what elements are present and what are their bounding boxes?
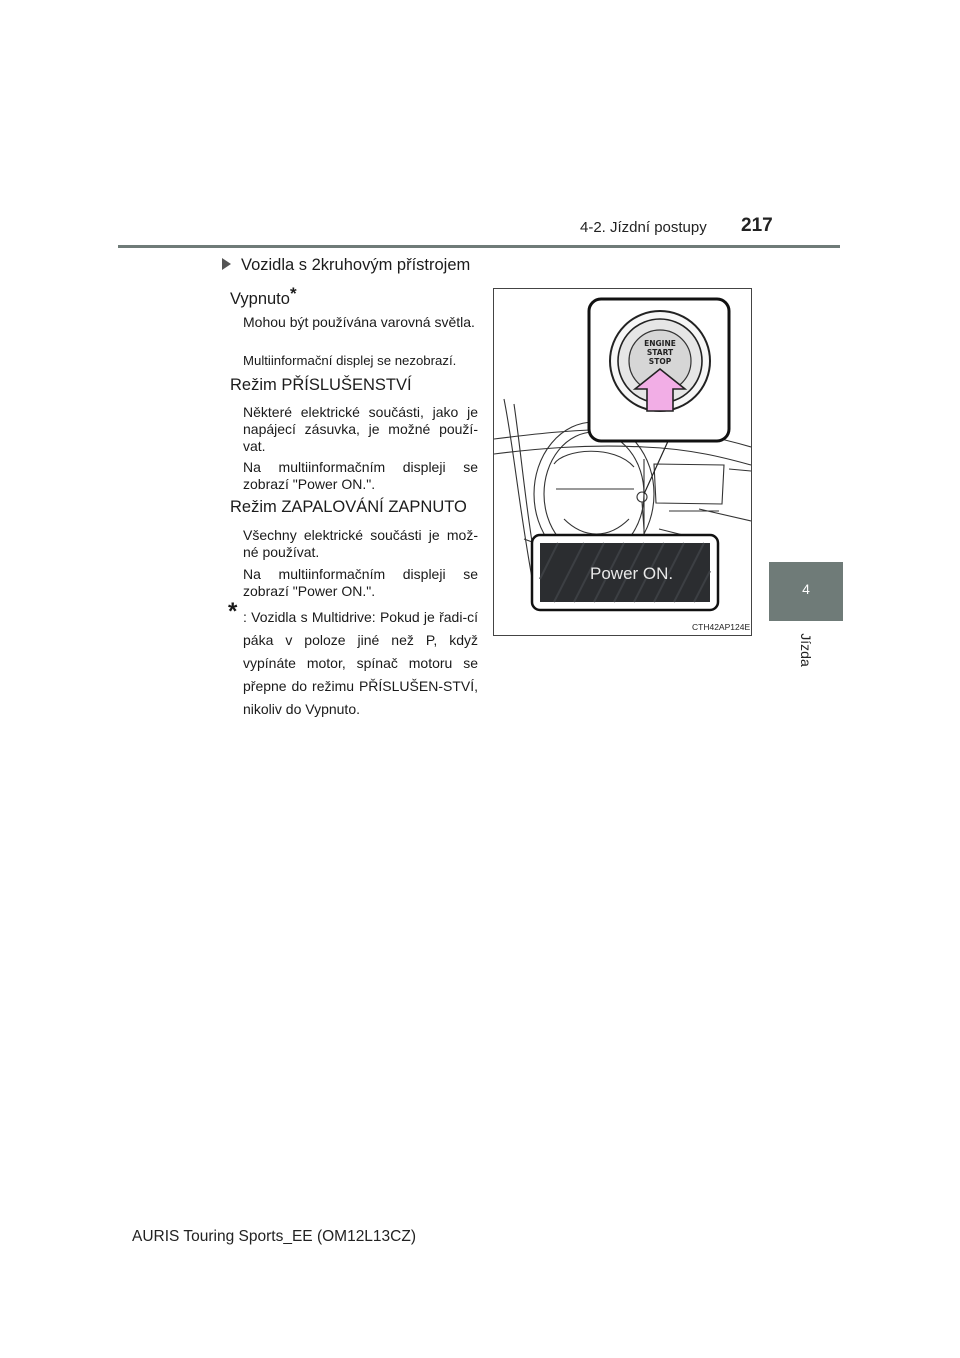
display-message: Power ON. xyxy=(590,564,674,583)
mode-title-text: Vypnuto xyxy=(230,290,290,308)
footnote-star: * xyxy=(228,598,238,625)
paragraph: Na multiinformačním displeji se zobrazí "Power ON.". xyxy=(243,459,478,492)
mode-title-off xyxy=(230,284,297,309)
paragraph: Multiinformační displej se nezobrazí. xyxy=(243,353,457,368)
mode-title-accessory: Režim PŘÍSLUŠENSTVÍ xyxy=(230,376,412,394)
subheading-text: Vozidla s 2kruhovým přístrojem xyxy=(241,256,471,274)
paragraph: Všechny elektrické součásti je mož-né používat. xyxy=(243,527,478,560)
footnote-mark: * xyxy=(289,284,297,303)
engine-start-stop-button xyxy=(634,339,686,366)
triangle-bullet-icon xyxy=(222,258,231,270)
chapter-number: 4 xyxy=(802,581,810,597)
footnote-text: : Vozidla s Multidrive: Pokud je řadi-cí páka v poloze jiné než P, když vypínáte motor, spínač motoru se přepne do režimu PŘÍSLUŠEN-STVÍ, nikoliv do Vypnuto. xyxy=(243,609,478,717)
button-label: ENGINE xyxy=(644,339,676,348)
button-label: START xyxy=(646,348,674,357)
paragraph: Některé elektrické součásti, jako je napájecí zásuvka, je možné použí-vat. xyxy=(243,404,478,454)
page-number: 217 xyxy=(741,215,773,236)
figure-dashboard-illustration xyxy=(493,288,752,636)
mode-title-ignition-on: Režim ZAPALOVÁNÍ ZAPNUTO xyxy=(230,498,467,516)
paragraph: Mohou být používána varovná světla. xyxy=(243,314,475,330)
chapter-label-box xyxy=(784,626,828,676)
subheading xyxy=(222,256,470,275)
footer-text: AURIS Touring Sports_EE (OM12L13CZ) xyxy=(132,1228,416,1245)
paragraph: Na multiinformačním displeji se zobrazí "Power ON.". xyxy=(243,566,478,599)
button-label: STOP xyxy=(648,357,672,366)
chapter-label: Jízda xyxy=(798,633,814,667)
section-title: 4-2. Jízdní postupy xyxy=(580,219,707,236)
header-rule xyxy=(118,245,840,248)
figure-code: CTH42AP124E xyxy=(692,622,751,632)
chapter-tab xyxy=(769,562,843,621)
